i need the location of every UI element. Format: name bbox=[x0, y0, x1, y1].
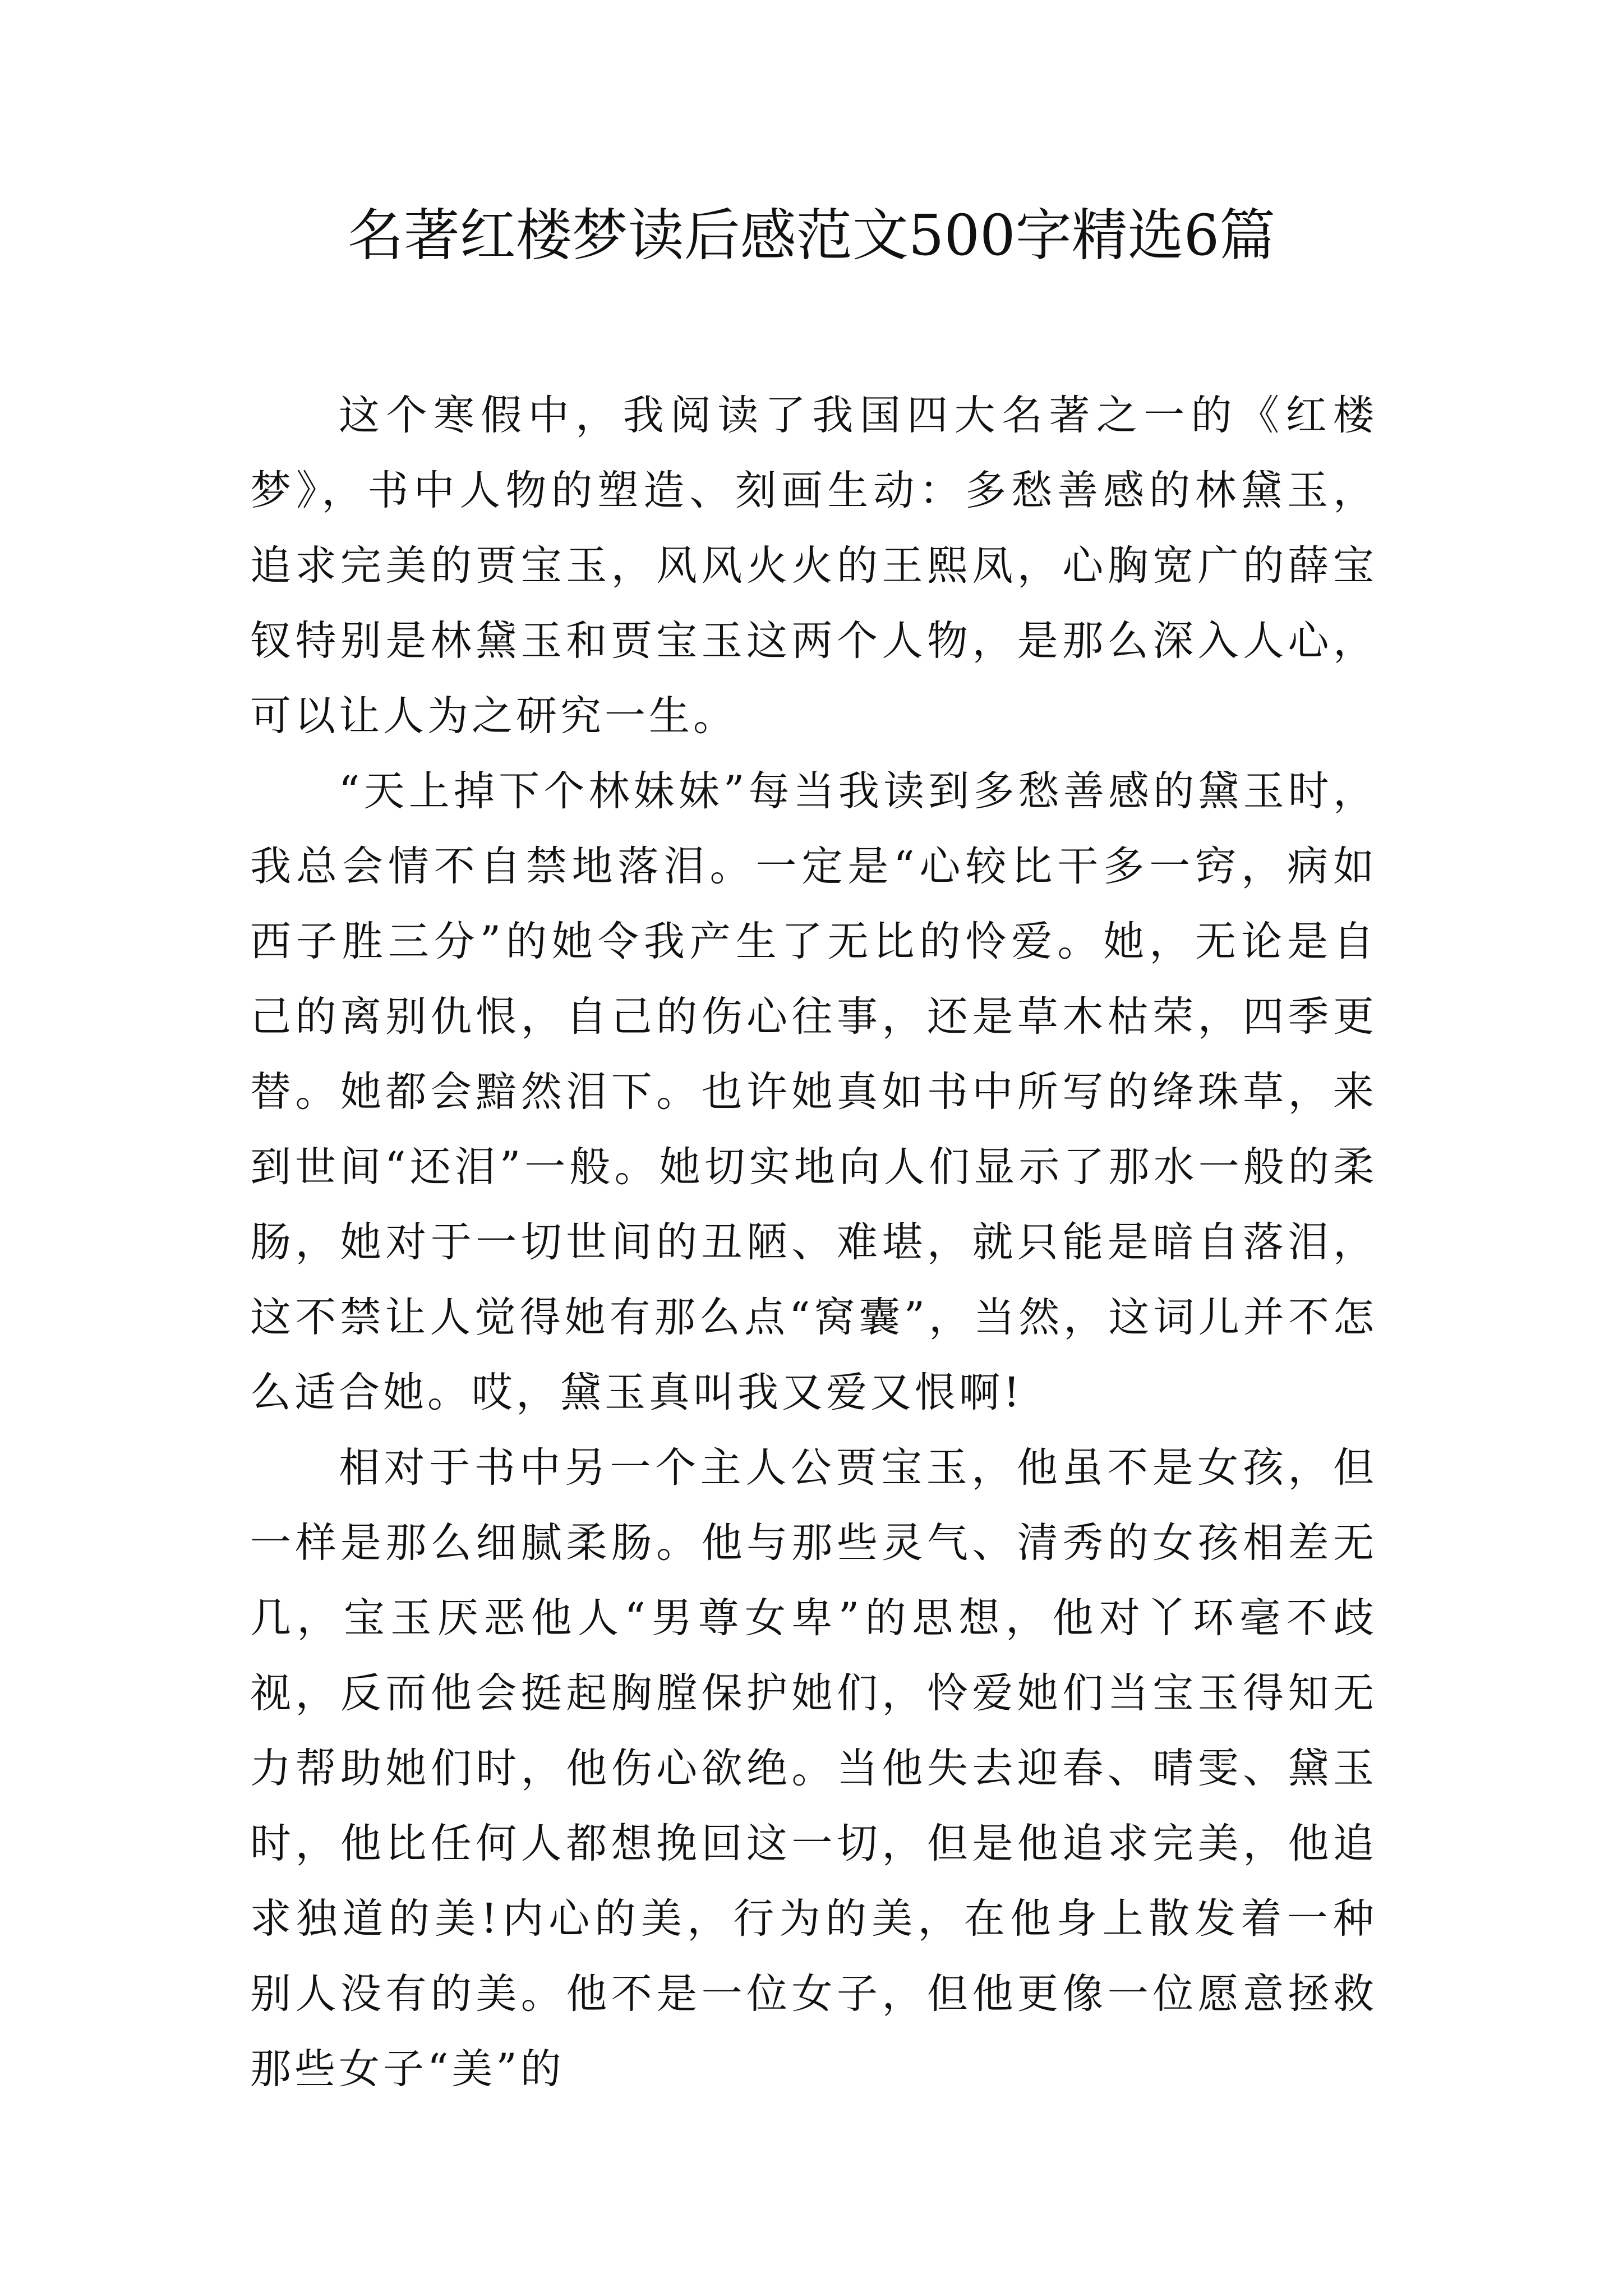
paragraph-1: 这个寒假中，我阅读了我国四大名著之一的《红楼梦》，书中人物的塑造、刻画生动：多愁善感的林黛玉，追求完美的贾宝玉，风风火火的王熙凤，心胸宽广的薛宝钗特别是林黛玉和贾宝玉这两个人物，是那么深入人心，可以让人为之研究一生。 bbox=[250, 392, 1377, 740]
document-body bbox=[250, 378, 1377, 2107]
paragraph-2: “天上掉下个林妹妹”每当我读到多愁善感的黛玉时，我总会情不自禁地落泪。一定是“心较比干多一窍，病如西子胜三分”的她令我产生了无比的怜爱。她，无论是自己的离别仇恨，自己的伤心往事，还是草木枯荣，四季更替。她都会黯然泪下。也许她真如书中所写的绛珠草，来到世间“还泪”一般。她切实地向人们显示了那水一般的柔肠，她对于一切世间的丑陋、难堪，就只能是暗自落泪，这不禁让人觉得她有那么点“窝囊”，当然，这词儿并不怎么适合她。哎，黛玉真叫我又爱又恨啊! bbox=[250, 767, 1377, 1416]
paragraph-3: 相对于书中另一个主人公贾宝玉，他虽不是女孩，但一样是那么细腻柔肠。他与那些灵气、清秀的女孩相差无几，宝玉厌恶他人“男尊女卑”的思想，他对丫环毫不歧视，反而他会挺起胸膛保护她们，怜爱她们当宝玉得知无力帮助她们时，他伤心欲绝。当他失去迎春、晴雯、黛玉时，他比任何人都想挽回这一切，但是他追求完美，他追求独道的美!内心的美，行为的美，在他身上散发着一种别人没有的美。他不是一位女子，但他更像一位愿意拯救那些女子“美”的 bbox=[250, 1444, 1377, 2093]
document-title: 名著红楼梦读后感范文500字精选6篇 bbox=[347, 203, 1276, 268]
